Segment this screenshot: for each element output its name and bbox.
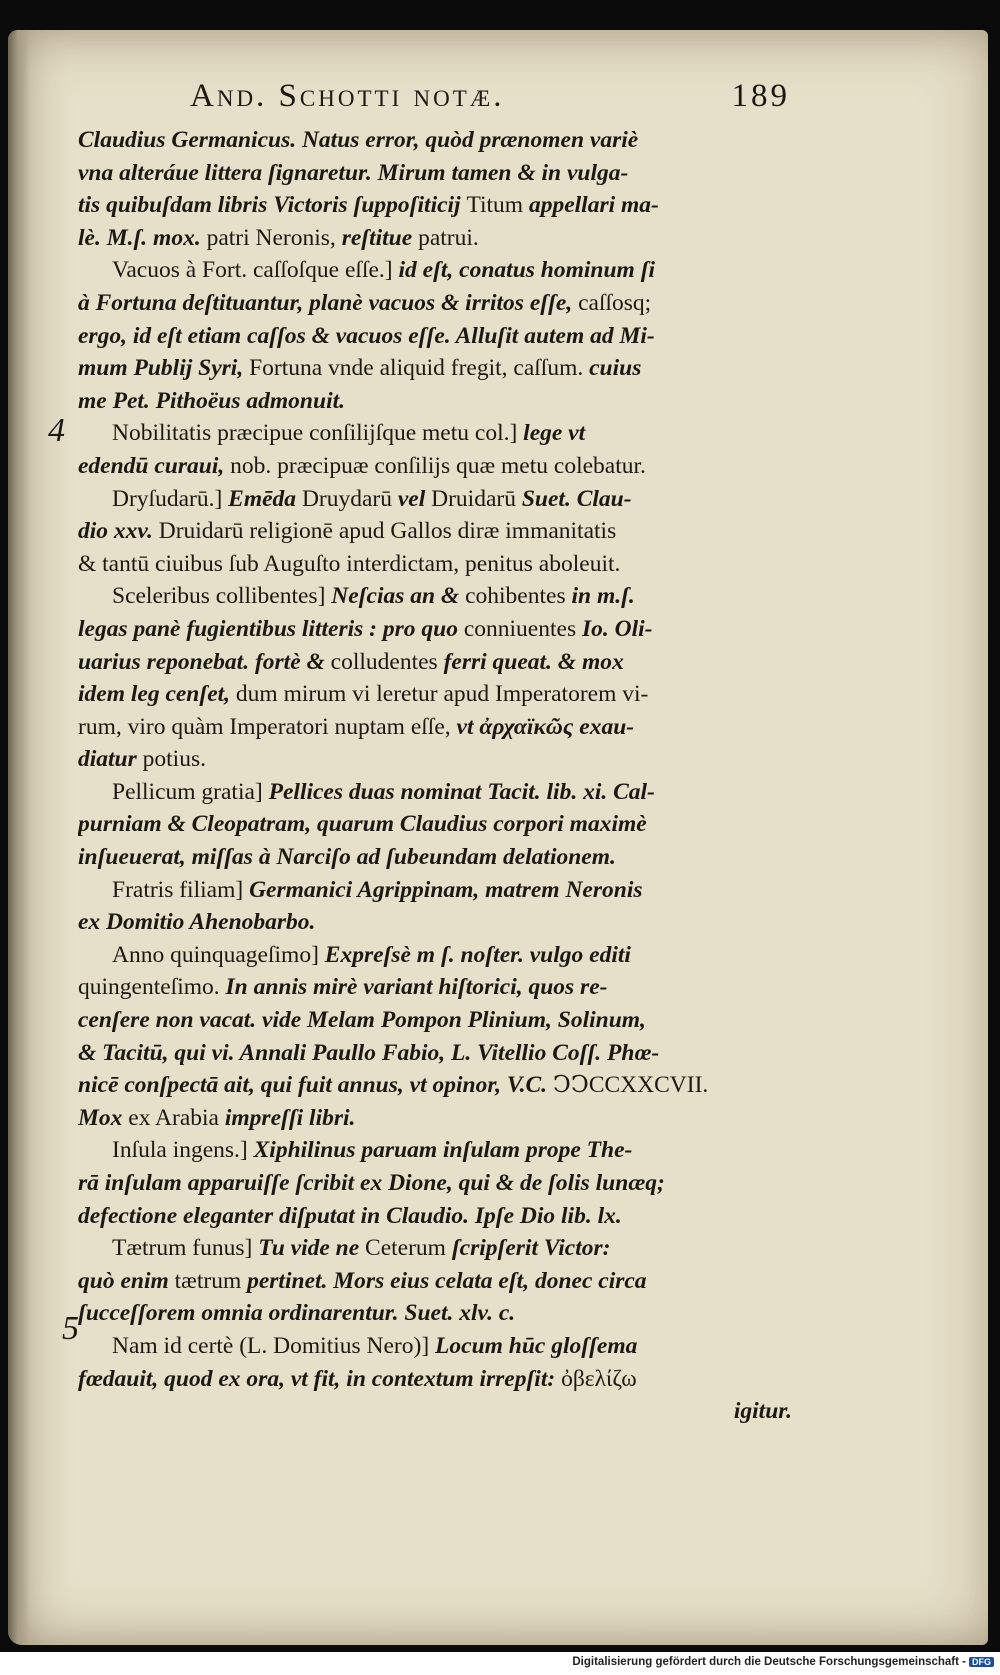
text-line <box>78 646 798 679</box>
italic-span: Expreſsè m ſ. noſter. vulgo editi <box>324 941 631 968</box>
roman-span: & tantū ciuibus ſub Auguſto interdictam, penitus aboleuit. <box>78 550 621 577</box>
italic-span: Neſcias an & <box>331 583 466 610</box>
margin-number: 4 <box>48 412 65 449</box>
italic-span: Tu vide ne <box>258 1235 366 1262</box>
text-line <box>78 385 798 418</box>
roman-span: Vacuos à Fort. caſſoſque eſſe.] <box>112 257 399 284</box>
text-line <box>78 352 798 385</box>
text-line <box>78 124 798 157</box>
roman-span: Pellicum gratia] <box>112 778 269 805</box>
italic-span: ergo, id eſt etiam caſſos & vacuos eſſe. Alluſit autem ad Mi- <box>78 322 655 349</box>
italic-span: id eſt, conatus hominum ſi <box>398 257 656 284</box>
roman-span: Tætrum funus] <box>112 1235 259 1262</box>
italic-span: cenſere non vacat. vide Melam Pompon Plinium, Solinum, <box>78 1007 646 1034</box>
roman-span: Druidarū <box>431 485 522 512</box>
text-line <box>78 1232 798 1265</box>
italic-span: Io. Oli- <box>581 615 653 642</box>
italic-span: tis quibuſdam libris Victoris ſuppoſiticij <box>78 192 467 219</box>
italic-span: In annis mirè variant hiſtorici, quos re- <box>225 974 608 1001</box>
roman-span: Inſula ingens.] <box>112 1137 254 1164</box>
roman-span: cohibentes <box>465 583 572 610</box>
roman-span: ὀβελίζω <box>561 1365 637 1392</box>
italic-span: appellari ma- <box>528 192 659 219</box>
roman-span: colludentes <box>330 648 444 675</box>
text-line <box>78 157 798 190</box>
italic-span: Locum hūc gloſſema <box>435 1332 638 1359</box>
text-line <box>78 320 798 353</box>
text-line <box>78 222 798 255</box>
roman-span: Ceterum <box>365 1235 452 1262</box>
roman-span: potius. <box>142 746 206 773</box>
italic-span: uarius reponebat. fortè & <box>78 648 331 675</box>
roman-span: ↃↃCCXXCVII. <box>552 1072 709 1099</box>
page-gutter-shadow <box>8 30 30 1645</box>
page-number: 189 <box>731 78 790 114</box>
roman-span: conniuentes <box>463 615 582 642</box>
italic-span: diatur <box>78 746 143 773</box>
italic-span: Mox <box>78 1104 129 1131</box>
italic-span: lè. M.ſ. mox. <box>78 224 207 251</box>
italic-span: lege vt <box>523 420 586 447</box>
text-line <box>78 1297 798 1330</box>
italic-span: Emēda <box>228 485 302 512</box>
text-line <box>78 874 798 907</box>
italic-span: vel <box>397 485 432 512</box>
italic-span: quò enim <box>78 1267 175 1294</box>
roman-span: caſſosq; <box>578 289 652 316</box>
italic-span: Pellices duas nominat Tacit. lib. xi. Cal- <box>268 778 655 805</box>
roman-span: Anno quinquageſimo] <box>112 941 325 968</box>
credit-text: Digitalisierung gefördert durch die Deutsche Forschungsgemeinschaft - <box>572 1656 966 1668</box>
italic-span: vt ἀρχαϊκῶς exau- <box>456 713 635 740</box>
text-line <box>78 254 798 287</box>
text-line <box>78 1395 798 1428</box>
italic-span: in m.ſ. <box>571 583 635 610</box>
text-line <box>78 548 798 581</box>
roman-span: patri Neronis, <box>206 224 342 251</box>
text-line <box>78 1069 798 1102</box>
italic-span: ex Domitio Ahenobarbo. <box>78 909 316 936</box>
page-header <box>190 78 790 128</box>
italic-span: Germanici Agrippinam, matrem Neronis <box>249 876 643 903</box>
italic-span: vna alteráue littera ſignaretur. Mirum tamen & in vulga- <box>78 159 629 186</box>
text-line <box>78 711 798 744</box>
text-line <box>78 483 798 516</box>
text-line <box>78 971 798 1004</box>
text-line <box>78 743 798 776</box>
roman-span: ex Arabia <box>128 1104 225 1131</box>
italic-span: legas panè fugientibus litteris : pro quo <box>78 615 464 642</box>
italic-span: idem leg cenſet, <box>78 681 236 708</box>
italic-span: impreſſi libri. <box>224 1104 356 1131</box>
roman-span: Titum <box>466 192 529 219</box>
text-line <box>78 1167 798 1200</box>
text-line <box>78 678 798 711</box>
italic-span: dio xxv. <box>78 518 159 545</box>
italic-span: nicē conſpectā ait, qui fuit annus, vt opinor, V.C. <box>78 1072 553 1099</box>
roman-span: Dryſudarū.] <box>112 485 229 512</box>
italic-span: ſucceſſorem omnia ordinarentur. Suet. xlv. c. <box>78 1300 516 1327</box>
italic-span: & Tacitū, qui vi. Annali Paullo Fabio, L. Vitellio Coſſ. Phœ- <box>78 1039 660 1066</box>
italic-span: fœdauit, quod ex ora, vt fit, in contextum irrepſit: <box>78 1365 562 1392</box>
italic-span: ſcripſerit Victor: <box>451 1235 611 1262</box>
text-line <box>78 1265 798 1298</box>
text-line <box>78 808 798 841</box>
italic-span: igitur. <box>733 1398 792 1425</box>
digitization-credit <box>572 1656 994 1668</box>
italic-span: à Fortuna deſtituantur, planè vacuos & irritos eſſe, <box>78 289 579 316</box>
roman-span: Fratris filiam] <box>112 876 250 903</box>
text-line <box>78 776 798 809</box>
margin-number: 5 <box>62 1310 79 1347</box>
italic-span: edendū curaui, <box>78 452 231 479</box>
text-line <box>78 906 798 939</box>
text-line <box>78 189 798 222</box>
text-line <box>78 1330 798 1363</box>
body-text <box>78 124 798 1428</box>
roman-span: tætrum <box>174 1267 248 1294</box>
text-line <box>78 515 798 548</box>
roman-span: patrui. <box>418 224 479 251</box>
roman-span: Druidarū religionē apud Gallos diræ immanitatis <box>158 518 617 545</box>
text-line <box>78 1037 798 1070</box>
italic-span: me Pet. Pithoëus admonuit. <box>78 387 346 414</box>
roman-span: Nobilitatis præcipue conſilijſque metu col.] <box>112 420 524 447</box>
text-line <box>78 287 798 320</box>
italic-span: mum Publij Syri, <box>78 355 250 382</box>
text-line <box>78 1200 798 1233</box>
roman-span: Sceleribus collibentes] <box>112 583 332 610</box>
italic-span: purniam & Cleopatram, quarum Claudius corpori maximè <box>78 811 647 838</box>
italic-span: pertinet. Mors eius celata eſt, donec circa <box>247 1267 647 1294</box>
text-line <box>78 613 798 646</box>
italic-span: reſtitue <box>341 224 419 251</box>
roman-span: quingenteſimo. <box>78 974 226 1001</box>
italic-span: Xiphilinus paruam inſulam prope The- <box>253 1137 633 1164</box>
text-line <box>78 450 798 483</box>
italic-span: cuius <box>589 355 642 382</box>
text-line <box>78 1134 798 1167</box>
italic-span: defectione eleganter diſputat in Claudio. Ipſe Dio lib. lx. <box>78 1202 622 1229</box>
italic-span: inſueuerat, miſſas à Narciſo ad ſubeundam delationem. <box>78 844 616 871</box>
text-line <box>78 1363 798 1396</box>
text-line <box>78 417 798 450</box>
text-line <box>78 841 798 874</box>
roman-span: dum mirum vi leretur apud Imperatorem vi- <box>235 681 649 708</box>
dfg-logo: DFG <box>969 1657 994 1667</box>
roman-span: Druydarū <box>301 485 398 512</box>
text-line <box>78 580 798 613</box>
text-line <box>78 939 798 972</box>
roman-span: nob. præcipuæ conſilijs quæ metu colebatur. <box>230 452 646 479</box>
text-line <box>78 1004 798 1037</box>
text-line <box>78 1102 798 1135</box>
italic-span: Suet. Clau- <box>521 485 632 512</box>
italic-span: ferri queat. & mox <box>443 648 624 675</box>
roman-span: Nam id certè (L. Domitius Nero)] <box>112 1332 436 1359</box>
roman-span: Fortuna vnde aliquid fregit, caſſum. <box>249 355 590 382</box>
running-title: And. Schotti notæ. <box>190 78 505 114</box>
italic-span: Claudius Germanicus. Natus error, quòd prænomen variè <box>78 127 639 153</box>
roman-span: rum, viro quàm Imperatori nuptam eſſe, <box>78 713 457 740</box>
italic-span: rā inſulam apparuiſſe ſcribit ex Dione, qui & de ſolis lunæq; <box>78 1170 665 1196</box>
